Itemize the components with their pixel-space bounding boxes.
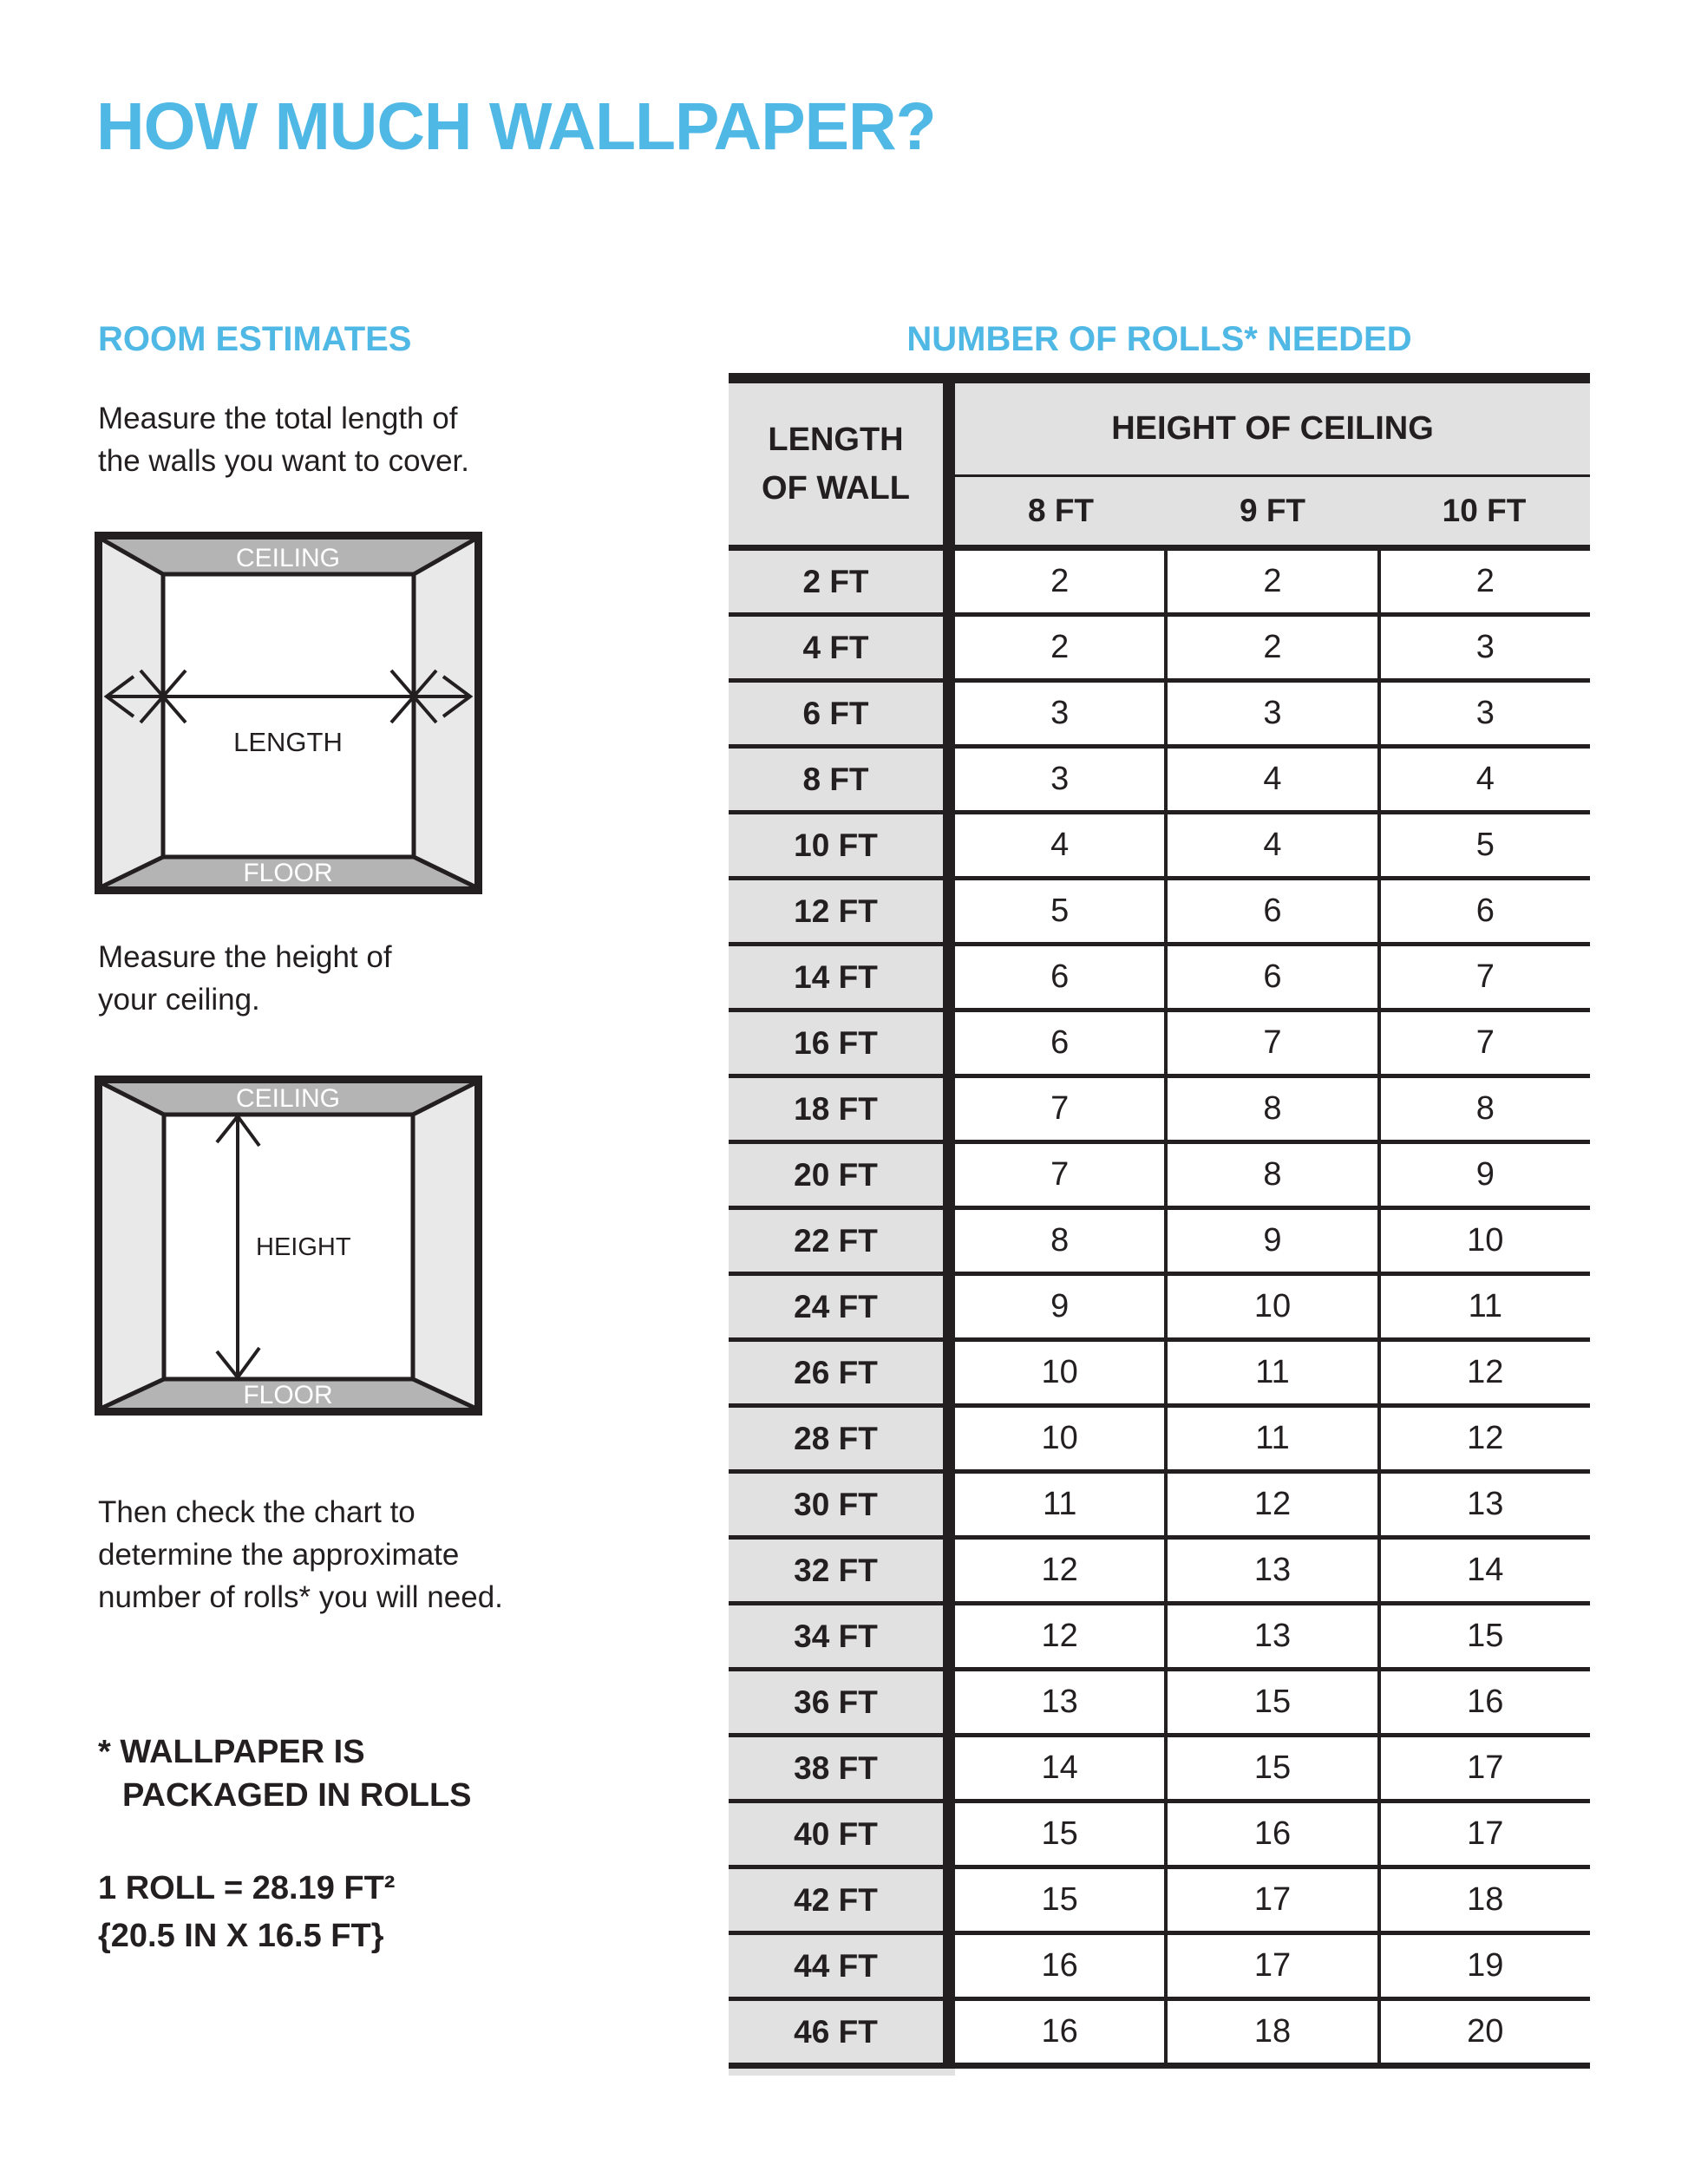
page-title: HOW MUCH WALLPAPER?	[96, 89, 936, 164]
roll-count-cell: 3	[1377, 683, 1590, 744]
wall-length-label: 18 FT	[729, 1078, 943, 1140]
wall-length-label: 44 FT	[729, 1935, 943, 1997]
rolls-footnote-line2: PACKAGED IN ROLLS	[122, 1777, 472, 1814]
column-divider	[943, 1869, 955, 1931]
roll-count-cell: 10	[955, 1342, 1164, 1403]
back-wall-panel	[163, 574, 414, 857]
wall-length-label: 32 FT	[729, 1540, 943, 1601]
roll-count-cell: 11	[1164, 1408, 1377, 1469]
floor-label: FLOOR	[243, 859, 333, 887]
roll-count-cell: 2	[1164, 551, 1377, 612]
wall-length-label: 30 FT	[729, 1474, 943, 1535]
instruction-chart-line3: number of rolls* you will need.	[98, 1580, 503, 1614]
roll-count-cell: 17	[1164, 1935, 1377, 1997]
roll-count-cell: 9	[955, 1276, 1164, 1337]
table-row	[729, 810, 1590, 876]
roll-count-cell: 20	[1377, 2001, 1590, 2063]
roll-count-cell: 12	[1377, 1408, 1590, 1469]
roll-count-cell: 2	[1377, 551, 1590, 612]
instruction-height	[98, 936, 392, 1021]
roll-count-cell: 12	[955, 1605, 1164, 1667]
roll-count-cell: 18	[1377, 1869, 1590, 1931]
label-column-stub	[729, 2069, 955, 2076]
wall-length-label: 22 FT	[729, 1210, 943, 1272]
room-height-diagram	[95, 1076, 482, 1416]
right-wall-panel	[414, 539, 474, 886]
roll-count-cell: 6	[1164, 946, 1377, 1008]
roll-count-cell: 17	[1377, 1737, 1590, 1799]
column-header-10ft: 10 FT	[1442, 493, 1527, 528]
rolls-footnote-line1: * WALLPAPER IS	[98, 1734, 365, 1770]
roll-count-cell: 6	[955, 1012, 1164, 1074]
section-heading-room-estimates: ROOM ESTIMATES	[98, 320, 412, 358]
instruction-chart-line2: determine the approximate	[98, 1538, 460, 1572]
roll-count-cell: 16	[955, 1935, 1164, 1997]
wall-length-label: 46 FT	[729, 2001, 943, 2063]
column-divider	[943, 1935, 955, 1997]
table-row	[729, 1733, 1590, 1799]
roll-count-cell: 10	[1377, 1210, 1590, 1272]
wall-length-label: 42 FT	[729, 1869, 943, 1931]
column-divider	[943, 1540, 955, 1601]
column-divider	[943, 1408, 955, 1469]
table-row	[729, 1272, 1590, 1337]
roll-count-cell: 4	[955, 814, 1164, 876]
row-group-header-line2: OF WALL	[762, 470, 910, 507]
roll-count-cell: 7	[955, 1144, 1164, 1206]
table-row	[729, 1008, 1590, 1074]
roll-count-cell: 14	[1377, 1540, 1590, 1601]
wall-length-label: 26 FT	[729, 1342, 943, 1403]
wall-length-label: 10 FT	[729, 814, 943, 876]
table-row	[729, 1074, 1590, 1140]
roll-count-cell: 13	[1377, 1474, 1590, 1535]
roll-size-line2: {20.5 IN X 16.5 FT}	[98, 1918, 384, 1954]
wall-length-label: 12 FT	[729, 880, 943, 942]
table-row	[729, 678, 1590, 744]
table-row	[729, 876, 1590, 942]
roll-count-cell: 7	[955, 1078, 1164, 1140]
rolls-footnote	[98, 1730, 472, 1817]
column-divider	[943, 1012, 955, 1074]
roll-count-cell: 16	[955, 2001, 1164, 2063]
column-divider	[943, 749, 955, 810]
roll-count-cell: 2	[1164, 617, 1377, 678]
column-group	[955, 383, 1590, 545]
column-divider	[943, 1671, 955, 1733]
ceiling-label: CEILING	[235, 1084, 341, 1113]
column-group-header: HEIGHT OF CEILING	[955, 383, 1590, 477]
roll-count-cell: 3	[955, 749, 1164, 810]
column-divider	[943, 383, 955, 545]
section-heading-rolls-needed: NUMBER OF ROLLS* NEEDED	[906, 320, 1412, 358]
roll-count-cell: 3	[1377, 617, 1590, 678]
roll-count-cell: 12	[1164, 1474, 1377, 1535]
left-wall-panel	[102, 1083, 164, 1408]
column-divider	[943, 1737, 955, 1799]
column-divider	[943, 1803, 955, 1865]
roll-count-cell: 3	[955, 683, 1164, 744]
table-row	[729, 942, 1590, 1008]
rolls-table	[729, 373, 1590, 2076]
instruction-height-line1: Measure the height of	[98, 940, 392, 974]
table-row	[729, 1535, 1590, 1601]
table-row	[729, 551, 1590, 612]
row-group-header	[729, 383, 943, 545]
table-row	[729, 1206, 1590, 1272]
roll-count-cell: 9	[1164, 1210, 1377, 1272]
roll-count-cell: 4	[1377, 749, 1590, 810]
roll-count-cell: 5	[955, 880, 1164, 942]
roll-count-cell: 10	[1164, 1276, 1377, 1337]
roll-count-cell: 15	[955, 1869, 1164, 1931]
roll-count-cell: 6	[1164, 880, 1377, 942]
roll-count-cell: 15	[955, 1803, 1164, 1865]
table-row	[729, 1865, 1590, 1931]
column-headers-row	[955, 477, 1590, 545]
roll-count-cell: 8	[1164, 1144, 1377, 1206]
column-divider	[943, 1474, 955, 1535]
roll-count-cell: 2	[955, 617, 1164, 678]
table-bottom-border	[729, 2063, 1590, 2069]
roll-count-cell: 5	[1377, 814, 1590, 876]
instruction-chart	[98, 1491, 503, 1618]
roll-count-cell: 15	[1377, 1605, 1590, 1667]
column-divider	[943, 946, 955, 1008]
column-divider	[943, 617, 955, 678]
table-row	[729, 1667, 1590, 1733]
roll-count-cell: 12	[1377, 1342, 1590, 1403]
floor-label: FLOOR	[243, 1381, 333, 1409]
roll-count-cell: 11	[1164, 1342, 1377, 1403]
height-label: HEIGHT	[256, 1233, 351, 1261]
roll-count-cell: 15	[1164, 1737, 1377, 1799]
instruction-height-line2: your ceiling.	[98, 983, 260, 1017]
roll-count-cell: 8	[955, 1210, 1164, 1272]
roll-count-cell: 8	[1164, 1078, 1377, 1140]
wall-length-label: 6 FT	[729, 683, 943, 744]
roll-count-cell: 10	[955, 1408, 1164, 1469]
roll-count-cell: 8	[1377, 1078, 1590, 1140]
roll-count-cell: 11	[1377, 1276, 1590, 1337]
table-row	[729, 1931, 1590, 1997]
wall-length-label: 34 FT	[729, 1605, 943, 1667]
column-divider	[943, 1078, 955, 1140]
roll-size-line1: 1 ROLL = 28.19 FT²	[98, 1870, 396, 1906]
roll-count-cell: 17	[1377, 1803, 1590, 1865]
column-divider	[943, 1605, 955, 1667]
wall-length-label: 8 FT	[729, 749, 943, 810]
table-row	[729, 1140, 1590, 1206]
roll-count-cell: 19	[1377, 1935, 1590, 1997]
table-row	[729, 1601, 1590, 1667]
column-divider	[943, 551, 955, 612]
roll-count-cell: 14	[955, 1737, 1164, 1799]
column-divider	[943, 1144, 955, 1206]
right-wall-panel	[413, 1083, 474, 1408]
roll-count-cell: 4	[1164, 814, 1377, 876]
table-row	[729, 612, 1590, 678]
table-row	[729, 1403, 1590, 1469]
roll-count-cell: 13	[955, 1671, 1164, 1733]
table-row	[729, 744, 1590, 810]
instruction-length-line1: Measure the total length of	[98, 402, 458, 435]
roll-count-cell: 6	[955, 946, 1164, 1008]
roll-size-info	[98, 1865, 395, 1960]
column-divider	[943, 1342, 955, 1403]
wall-length-label: 2 FT	[729, 551, 943, 612]
instruction-length	[98, 397, 469, 482]
roll-count-cell: 13	[1164, 1605, 1377, 1667]
roll-count-cell: 9	[1377, 1144, 1590, 1206]
roll-count-cell: 4	[1164, 749, 1377, 810]
wall-length-label: 16 FT	[729, 1012, 943, 1074]
left-wall-panel	[102, 539, 163, 886]
wall-length-label: 36 FT	[729, 1671, 943, 1733]
roll-count-cell: 11	[955, 1474, 1164, 1535]
column-header-9ft: 9 FT	[1239, 493, 1306, 528]
ceiling-label: CEILING	[235, 544, 341, 572]
wall-length-label: 20 FT	[729, 1144, 943, 1206]
column-divider	[943, 1210, 955, 1272]
length-label: LENGTH	[233, 727, 343, 757]
wall-length-label: 24 FT	[729, 1276, 943, 1337]
table-row	[729, 1337, 1590, 1403]
roll-count-cell: 12	[955, 1540, 1164, 1601]
wall-length-label: 38 FT	[729, 1737, 943, 1799]
column-divider	[943, 683, 955, 744]
row-group-header-line1: LENGTH	[768, 422, 904, 458]
table-row	[729, 1469, 1590, 1535]
table-header	[729, 383, 1590, 551]
column-header-8ft: 8 FT	[1027, 493, 1095, 528]
roll-count-cell: 18	[1164, 2001, 1377, 2063]
column-divider	[943, 814, 955, 876]
roll-count-cell: 3	[1164, 683, 1377, 744]
instruction-chart-line1: Then check the chart to	[98, 1495, 415, 1529]
wall-length-label: 28 FT	[729, 1408, 943, 1469]
column-divider	[943, 880, 955, 942]
roll-count-cell: 7	[1377, 946, 1590, 1008]
roll-count-cell: 15	[1164, 1671, 1377, 1733]
roll-count-cell: 13	[1164, 1540, 1377, 1601]
column-divider	[943, 2001, 955, 2063]
roll-count-cell: 17	[1164, 1869, 1377, 1931]
wall-length-label: 4 FT	[729, 617, 943, 678]
table-row	[729, 1799, 1590, 1865]
room-length-diagram	[95, 532, 482, 894]
roll-count-cell: 7	[1377, 1012, 1590, 1074]
rolls-table-body	[729, 551, 1590, 2063]
wall-length-label: 40 FT	[729, 1803, 943, 1865]
wall-length-label: 14 FT	[729, 946, 943, 1008]
roll-count-cell: 7	[1164, 1012, 1377, 1074]
table-row	[729, 1997, 1590, 2063]
instruction-length-line2: the walls you want to cover.	[98, 444, 469, 478]
table-top-border	[729, 373, 1590, 383]
roll-count-cell: 16	[1164, 1803, 1377, 1865]
roll-count-cell: 16	[1377, 1671, 1590, 1733]
column-divider	[943, 1276, 955, 1337]
roll-count-cell: 6	[1377, 880, 1590, 942]
roll-count-cell: 2	[955, 551, 1164, 612]
